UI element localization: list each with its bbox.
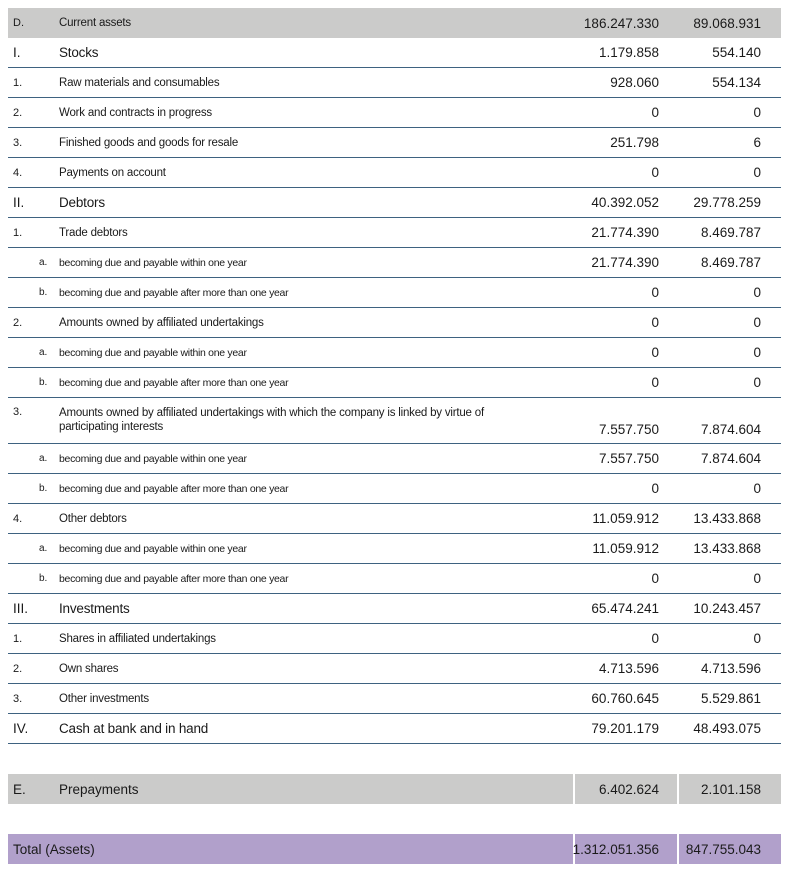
row-code: E. bbox=[13, 781, 26, 797]
value-current-year: 21.774.390 bbox=[591, 255, 659, 270]
row-label: Investments bbox=[59, 600, 130, 616]
value-prior-year: 847.755.043 bbox=[685, 841, 761, 857]
row-label: Current assets bbox=[59, 17, 131, 29]
value-current-year: 186.247.330 bbox=[574, 8, 659, 38]
value-prior-year: 10.243.457 bbox=[693, 601, 761, 616]
value-current-year: 7.557.750 bbox=[598, 422, 659, 437]
row-code: 4. bbox=[13, 512, 23, 525]
value-prior-year: 2.101.158 bbox=[700, 781, 761, 797]
row-label: Own shares bbox=[59, 662, 119, 675]
value-current-year: 0 bbox=[651, 571, 659, 586]
row-label: becoming due and payable after more than one year bbox=[59, 572, 289, 585]
row-label: Work and contracts in progress bbox=[59, 106, 212, 119]
row-label: Amounts owned by affiliated undertakings bbox=[59, 316, 264, 329]
value-prior-year: 0 bbox=[753, 105, 761, 120]
row-code: 2. bbox=[13, 106, 23, 119]
value-current-year: 21.774.390 bbox=[591, 225, 659, 240]
row-label: becoming due and payable after more than one year bbox=[59, 482, 289, 495]
value-prior-year: 0 bbox=[753, 375, 761, 390]
table-row bbox=[8, 38, 781, 68]
table-row bbox=[8, 594, 781, 624]
table-row bbox=[8, 398, 781, 444]
table-row bbox=[8, 624, 781, 654]
value-prior-year: 8.469.787 bbox=[700, 225, 761, 240]
value-current-year: 251.798 bbox=[610, 135, 659, 150]
value-prior-year: 0 bbox=[753, 315, 761, 330]
table-row bbox=[8, 444, 781, 474]
value-prior-year: 13.433.868 bbox=[693, 541, 761, 556]
table-row bbox=[8, 128, 781, 158]
value-prior-year: 554.134 bbox=[712, 75, 761, 90]
row-code: D. bbox=[13, 17, 24, 29]
row-code: b. bbox=[39, 377, 48, 388]
value-current-year: 0 bbox=[651, 481, 659, 496]
value-prior-year: 89.068.931 bbox=[678, 8, 761, 38]
current-assets-table bbox=[8, 8, 781, 744]
section-header-row bbox=[8, 8, 781, 38]
value-prior-year: 0 bbox=[753, 285, 761, 300]
value-current-year: 11.059.912 bbox=[592, 541, 659, 556]
row-label: Payments on account bbox=[59, 166, 166, 179]
row-label: becoming due and payable within one year bbox=[59, 542, 247, 555]
value-current-year: 0 bbox=[651, 375, 659, 390]
table-row bbox=[8, 158, 781, 188]
row-code: 3. bbox=[13, 692, 23, 705]
row-code: 2. bbox=[13, 316, 23, 329]
table-row bbox=[8, 338, 781, 368]
table-row bbox=[8, 248, 781, 278]
value-prior-year: 13.433.868 bbox=[693, 511, 761, 526]
value-current-year: 11.059.912 bbox=[592, 511, 659, 526]
value-prior-year: 0 bbox=[753, 165, 761, 180]
row-code: 2. bbox=[13, 662, 23, 675]
value-current-year: 65.474.241 bbox=[591, 601, 659, 616]
row-label: Cash at bank and in hand bbox=[59, 720, 209, 736]
value-current-year: 0 bbox=[651, 345, 659, 360]
value-current-year: 4.713.596 bbox=[598, 661, 659, 676]
row-code: a. bbox=[39, 543, 48, 554]
value-prior-year: 0 bbox=[753, 345, 761, 360]
row-code: a. bbox=[39, 453, 48, 464]
value-current-year: 0 bbox=[651, 105, 659, 120]
value-current-year: 0 bbox=[651, 315, 659, 330]
row-code: I. bbox=[13, 45, 21, 60]
row-code: b. bbox=[39, 287, 48, 298]
table-row bbox=[8, 218, 781, 248]
row-code: a. bbox=[39, 257, 48, 268]
row-label: becoming due and payable after more than one year bbox=[59, 286, 289, 299]
row-label: Other debtors bbox=[59, 512, 127, 525]
prepayments-row bbox=[8, 774, 781, 804]
value-prior-year: 0 bbox=[753, 481, 761, 496]
row-code: a. bbox=[39, 347, 48, 358]
value-current-year: 928.060 bbox=[610, 75, 659, 90]
total-assets-row bbox=[8, 834, 781, 864]
value-prior-year: 7.874.604 bbox=[700, 451, 761, 466]
row-code: 1. bbox=[13, 76, 23, 89]
row-code: 1. bbox=[13, 632, 23, 645]
value-prior-year: 0 bbox=[753, 571, 761, 586]
table-row bbox=[8, 534, 781, 564]
value-current-year: 79.201.179 bbox=[591, 721, 659, 736]
value-current-year: 7.557.750 bbox=[598, 451, 659, 466]
value-current-year: 0 bbox=[651, 285, 659, 300]
row-label: Stocks bbox=[59, 44, 99, 60]
value-prior-year: 6 bbox=[753, 135, 761, 150]
row-label: becoming due and payable after more than one year bbox=[59, 376, 289, 389]
table-row bbox=[8, 368, 781, 398]
value-prior-year: 554.140 bbox=[712, 45, 761, 60]
value-prior-year: 4.713.596 bbox=[700, 661, 761, 676]
value-current-year: 1.312.051.356 bbox=[572, 841, 659, 857]
value-prior-year: 48.493.075 bbox=[693, 721, 761, 736]
row-label: Prepayments bbox=[59, 781, 139, 797]
table-row bbox=[8, 564, 781, 594]
table-row bbox=[8, 68, 781, 98]
table-row bbox=[8, 188, 781, 218]
row-label: Debtors bbox=[59, 194, 105, 210]
row-label: Amounts owned by affiliated undertakings with which the company is linked by virtue of participating interests bbox=[59, 407, 484, 433]
value-prior-year: 0 bbox=[753, 631, 761, 646]
table-row bbox=[8, 278, 781, 308]
value-current-year: 1.179.858 bbox=[598, 45, 659, 60]
row-code: II. bbox=[13, 195, 25, 210]
row-code: 3. bbox=[13, 406, 23, 418]
table-row bbox=[8, 308, 781, 338]
value-current-year: 60.760.645 bbox=[591, 691, 659, 706]
row-label: becoming due and payable within one year bbox=[59, 256, 247, 269]
row-code: 3. bbox=[13, 136, 23, 149]
table-row bbox=[8, 474, 781, 504]
value-prior-year: 29.778.259 bbox=[693, 195, 761, 210]
row-label: becoming due and payable within one year bbox=[59, 452, 247, 465]
row-code: b. bbox=[39, 483, 48, 494]
row-code: IV. bbox=[13, 721, 29, 736]
row-code: III. bbox=[13, 601, 29, 616]
row-label: becoming due and payable within one year bbox=[59, 346, 247, 359]
table-row bbox=[8, 504, 781, 534]
value-current-year: 0 bbox=[651, 631, 659, 646]
row-code: 1. bbox=[13, 226, 23, 239]
table-row bbox=[8, 684, 781, 714]
row-label: Finished goods and goods for resale bbox=[59, 136, 239, 149]
row-code: 4. bbox=[13, 166, 23, 179]
row-code: b. bbox=[39, 573, 48, 584]
row-label: Raw materials and consumables bbox=[59, 76, 220, 89]
table-row bbox=[8, 98, 781, 128]
value-current-year: 0 bbox=[651, 165, 659, 180]
value-current-year: 6.402.624 bbox=[598, 781, 659, 797]
row-label: Trade debtors bbox=[59, 226, 128, 239]
table-row bbox=[8, 654, 781, 684]
value-current-year: 40.392.052 bbox=[591, 195, 659, 210]
value-prior-year: 7.874.604 bbox=[700, 422, 761, 437]
row-label: Other investments bbox=[59, 692, 149, 705]
value-prior-year: 5.529.861 bbox=[700, 691, 761, 706]
row-label: Total (Assets) bbox=[13, 841, 95, 857]
row-label: Shares in affiliated undertakings bbox=[59, 632, 216, 645]
table-row bbox=[8, 714, 781, 744]
value-prior-year: 8.469.787 bbox=[700, 255, 761, 270]
